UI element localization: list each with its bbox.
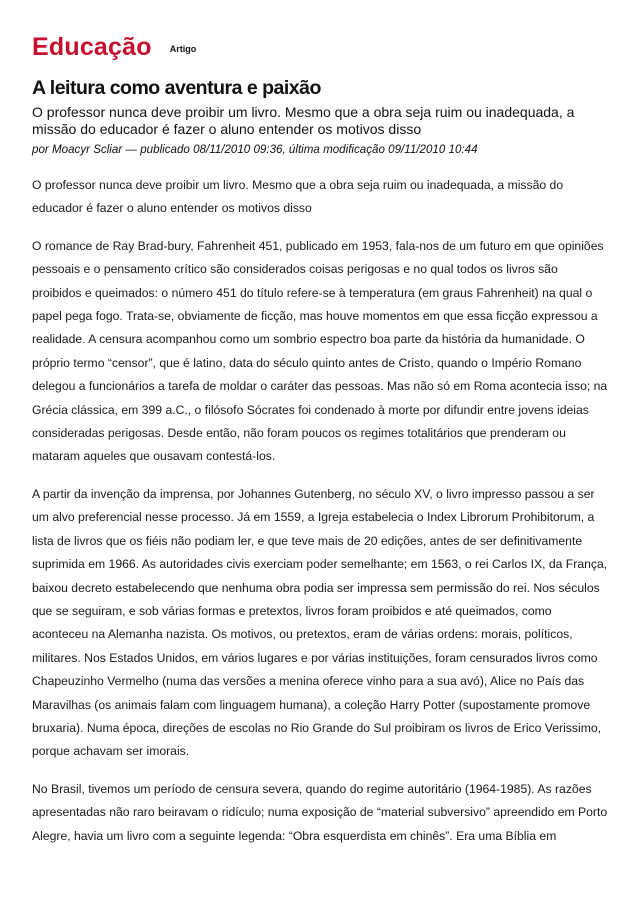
article-paragraph: No Brasil, tivemos um período de censura severa, quando do regime autoritário (1964-1985). As razões apresentadas não raro beiravam o ridículo; numa exposição de “material subversivo” apreendido em Porto Alegre, havia um livro com a seguinte legenda: “Obra esquerdista em chinês”. Era uma Bíblia em xyxy=(32,781,608,843)
article-paragraph: O professor nunca deve proibir um livro. Mesmo que a obra seja ruim ou inadequada, a missão do educador é fazer o aluno entender os motivos disso xyxy=(32,178,564,216)
section-title: Educação xyxy=(32,33,152,61)
article-kicker: Artigo xyxy=(169,44,197,54)
article-paragraph: A partir da invenção da imprensa, por Johannes Gutenberg, no século XV, o livro impresso passou a ser um alvo preferencial nesse processo. Já em 1559, a Igreja estabelecia o Index Librorum Prohibitorum, a lista de livros que os fiéis não podiam ler, e que teve mais de 20 edições, antes de ser definitivamente suprimida em 1966. As autoridades civis exerciam poder semelhante; em 1563, o rei Carlos IX, da França, baixou decreto estabelecendo que nenhuma obra podia ser impressa sem permissão do rei. Nos séculos que se seguiram, e sob várias formas e pretextos, livros foram proibidos e até queimados, como aconteceu na Alemanha nazista. Os motivos, ou pretextos, eram de várias ordens: morais, políticos, militares. Nos Estados Unidos, em vários lugares e por várias instituições, foram censurados livros como Chapeuzinho Vermelho (numa das versões a menina oferece vinho para a sua avó), Alice no País das Maravilhas (os animais falam com linguagem humana), a coleção Harry Potter (supostamente promove bruxaria). Numa época, direções de escolas no Rio Grande do Sul proibiram os livros de Erico Verissimo, porque achavam ser imorais. xyxy=(32,486,608,759)
article-byline: por Moacyr Scliar — publicado 08/11/2010 09:36, última modificação 09/11/2010 10:44 xyxy=(32,143,478,156)
article-paragraph: O romance de Ray Brad-bury, Fahrenheit 451, publicado em 1953, fala-nos de um futuro em que opiniões pessoais e o pensamento crítico são considerados coisas perigosas e no qual todos os livros são proibidos e queimados: o número 451 do título refere-se à temperatura (em graus Fahrenheit) na qual o papel pega fogo. Trata-se, obviamente de ficção, mas houve momentos em que essa ficção expressou a realidade. A censura acompanhou como um sombrio espectro boa parte da história da humanidade. O próprio termo “censor”, que é latino, data do século quinto antes de Cristo, quando o Império Romano delegou a funcionários a tarefa de moldar o caráter das pessoas. Mas não só em Roma acontecia isso; na Grécia clássica, em 399 a.C., o filósofo Sócrates foi condenado à morte por difundir entre jovens ideias consideradas perigosas. Desde então, não foram poucos os regimes totalitários que prenderam ou mataram aqueles que ousavam contestá-los. xyxy=(32,238,608,464)
article-header xyxy=(32,30,612,60)
article-headline: A leitura como aventura e paixão xyxy=(32,77,321,99)
article-subhead: O professor nunca deve proibir um livro. Mesmo que a obra seja ruim ou inadequada, a missão do educador é fazer o aluno entender os motivos disso xyxy=(32,104,575,137)
article xyxy=(32,30,612,848)
